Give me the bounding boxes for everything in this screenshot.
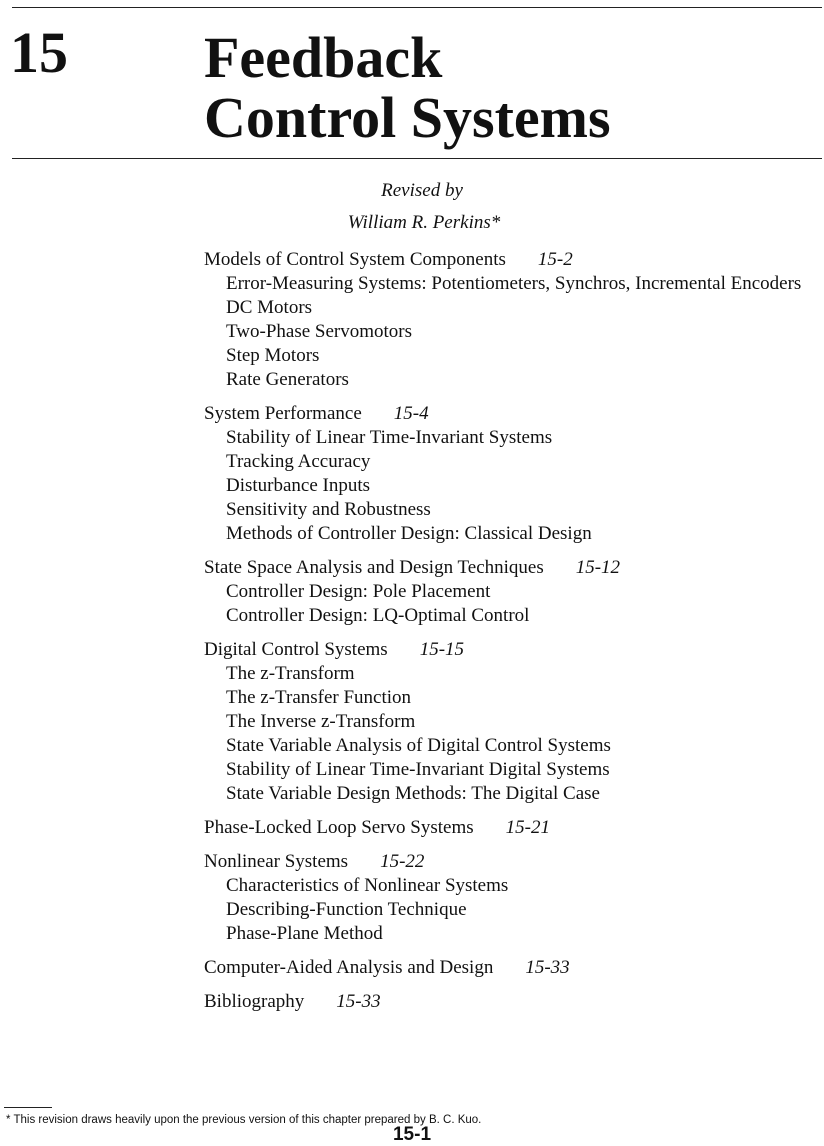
- toc-subsection: Two-Phase Servomotors: [226, 321, 413, 342]
- toc-section: [204, 990, 814, 1014]
- toc-subsection: State Variable Design Methods: The Digital Case: [226, 783, 600, 804]
- toc-section-page: 15-15: [419, 639, 465, 660]
- toc-section-heading: [204, 556, 814, 580]
- toc-section-page: 15-12: [575, 557, 621, 578]
- toc-section-title: Phase-Locked Loop Servo Systems: [204, 817, 474, 838]
- page-number: 15-1: [392, 1124, 432, 1145]
- chapter-title-line-1: Feedback: [204, 25, 443, 90]
- toc-section-title: System Performance: [204, 403, 362, 424]
- toc-subsection: The Inverse z-Transform: [226, 711, 416, 732]
- toc-subsection: Rate Generators: [226, 369, 349, 390]
- toc-subsection: Stability of Linear Time-Invariant Systems: [226, 427, 553, 448]
- toc-subsection: Sensitivity and Robustness: [226, 499, 431, 520]
- toc-subsection: Error-Measuring Systems: Potentiometers, Synchros, Incremental Encoders: [226, 273, 802, 294]
- toc-section-title: Computer-Aided Analysis and Design: [204, 957, 494, 978]
- toc-section-title: Digital Control Systems: [204, 639, 388, 660]
- toc-section-title: Nonlinear Systems: [204, 851, 349, 872]
- toc-section-heading: [204, 638, 814, 662]
- toc-subsection: Methods of Controller Design: Classical Design: [226, 523, 592, 544]
- toc-section: [204, 850, 814, 946]
- toc-section-heading: [204, 402, 814, 426]
- toc-subsection: Phase-Plane Method: [226, 923, 383, 944]
- toc-section: [204, 956, 814, 980]
- toc-section-page: 15-4: [393, 403, 429, 424]
- title-rule: [12, 158, 822, 159]
- toc-section: [204, 816, 814, 840]
- footnote: * This revision draws heavily upon the previous version of this chapter prepared by B. C. Kuo.: [6, 1114, 482, 1126]
- toc-section-page: 15-33: [336, 991, 381, 1012]
- chapter-title-line-2: Control Systems: [204, 85, 611, 150]
- toc-section-heading: [204, 816, 814, 840]
- toc-section: [204, 248, 814, 392]
- chapter-title: [204, 25, 611, 150]
- toc-subsection: Controller Design: LQ-Optimal Control: [226, 605, 530, 626]
- footnote-rule: [4, 1107, 52, 1108]
- toc-section-page: 15-33: [525, 957, 570, 978]
- chapter-number: 15: [10, 20, 68, 85]
- toc-section: [204, 638, 814, 806]
- toc-subsection: Controller Design: Pole Placement: [226, 581, 491, 602]
- toc-subsection: Disturbance Inputs: [226, 475, 371, 496]
- toc-subsection: Step Motors: [226, 345, 320, 366]
- toc-subsection: The z-Transfer Function: [226, 687, 412, 708]
- toc-section-page: 15-22: [380, 851, 425, 872]
- toc-subsection: Stability of Linear Time-Invariant Digital Systems: [226, 759, 610, 780]
- toc-section-title: Models of Control System Components: [204, 249, 506, 270]
- author-name: William R. Perkins*: [347, 212, 501, 233]
- toc-subsection: DC Motors: [226, 297, 313, 318]
- toc-subsection: Characteristics of Nonlinear Systems: [226, 875, 509, 896]
- toc-subsection: State Variable Analysis of Digital Control Systems: [226, 735, 611, 756]
- toc-subsection: Describing-Function Technique: [226, 899, 467, 920]
- toc-section: [204, 402, 814, 546]
- table-of-contents: [204, 248, 814, 1024]
- toc-section-heading: [204, 956, 814, 980]
- toc-section-heading: [204, 248, 814, 272]
- toc-section-title: State Space Analysis and Design Techniques: [204, 557, 544, 578]
- toc-section-heading: [204, 850, 814, 874]
- toc-section-page: 15-21: [505, 817, 550, 838]
- toc-section: [204, 556, 814, 628]
- toc-section-page: 15-2: [537, 249, 573, 270]
- toc-subsection: Tracking Accuracy: [226, 451, 371, 472]
- toc-section-title: Bibliography: [204, 991, 305, 1012]
- top-rule: [12, 7, 822, 8]
- toc-subsection: The z-Transform: [226, 663, 355, 684]
- toc-section-heading: [204, 990, 814, 1014]
- revised-by-label: Revised by: [381, 180, 463, 201]
